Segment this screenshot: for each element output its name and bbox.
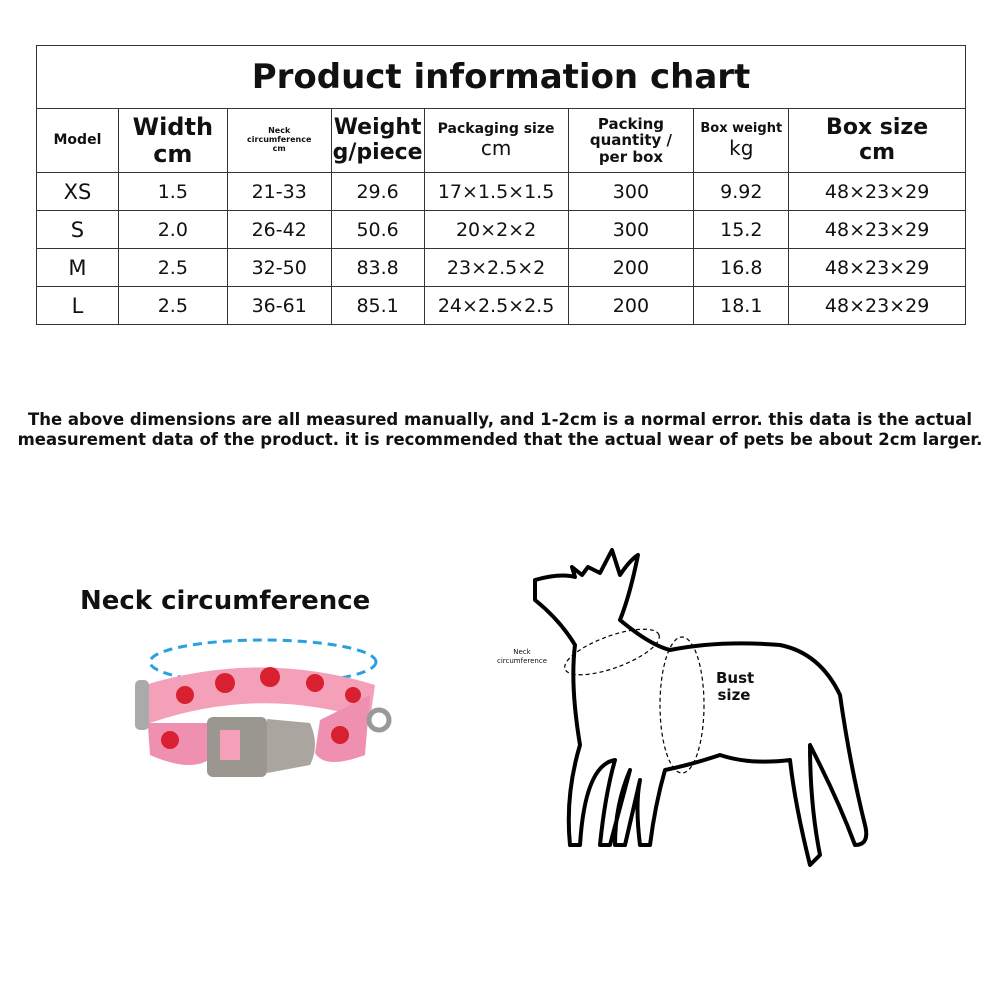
table-cell: 18.1	[694, 287, 789, 325]
product-info-table	[36, 45, 966, 325]
table-cell: 2.5	[118, 287, 227, 325]
table-cell: 2.5	[118, 249, 227, 287]
table-cell: 50.6	[331, 211, 424, 249]
table-row	[37, 211, 966, 249]
table-cell: 300	[568, 211, 694, 249]
table-cell: 48×23×29	[789, 287, 966, 325]
table-cell: 36-61	[227, 287, 331, 325]
table-cell: 1.5	[118, 173, 227, 211]
header-pack-size: Packaging size cm	[424, 109, 568, 173]
neck-circumference-label: Neck circumference	[496, 648, 547, 665]
table-cell: 83.8	[331, 249, 424, 287]
table-cell: 26-42	[227, 211, 331, 249]
table-cell: 200	[568, 249, 694, 287]
bust-size-label: Bust size	[716, 669, 755, 704]
table-cell: 200	[568, 287, 694, 325]
table-cell: 85.1	[331, 287, 424, 325]
table-cell: 300	[568, 173, 694, 211]
table-cell: 20×2×2	[424, 211, 568, 249]
dog-silhouette	[520, 545, 890, 885]
measurement-note: The above dimensions are all measured manually, and 1-2cm is a normal error. this data is the actual measurement data of the product. it is recommended that the actual wear of pets be about 2cm larger.	[17, 410, 983, 449]
header-box-size: Box size cm	[789, 109, 966, 173]
table-cell: 24×2.5×2.5	[424, 287, 568, 325]
table-cell: 48×23×29	[789, 249, 966, 287]
header-width: Width cm	[118, 109, 227, 173]
table-cell: 21-33	[227, 173, 331, 211]
table-cell: 15.2	[694, 211, 789, 249]
table-cell: 48×23×29	[789, 173, 966, 211]
header-box-weight: Box weight kg	[694, 109, 789, 173]
header-weight: Weight g/piece	[331, 109, 424, 173]
table-cell: 23×2.5×2	[424, 249, 568, 287]
table-row	[37, 287, 966, 325]
header-neck: Neck circumference cm	[227, 109, 331, 173]
header-pack-qty: Packing quantity / per box	[568, 109, 694, 173]
table-cell: M	[37, 249, 119, 287]
table-cell: L	[37, 287, 119, 325]
table-cell: 32-50	[227, 249, 331, 287]
table-cell: 9.92	[694, 173, 789, 211]
collar-image	[125, 635, 395, 785]
table-cell: 29.6	[331, 173, 424, 211]
table-cell: 48×23×29	[789, 211, 966, 249]
table-cell: XS	[37, 173, 119, 211]
table-cell: 2.0	[118, 211, 227, 249]
table-title: Product information chart	[37, 46, 966, 109]
table-cell: S	[37, 211, 119, 249]
table-row	[37, 249, 966, 287]
neck-circumference-title: Neck circumference	[80, 586, 371, 616]
table-cell: 17×1.5×1.5	[424, 173, 568, 211]
table-row	[37, 173, 966, 211]
header-model: Model	[37, 109, 119, 173]
table-cell: 16.8	[694, 249, 789, 287]
